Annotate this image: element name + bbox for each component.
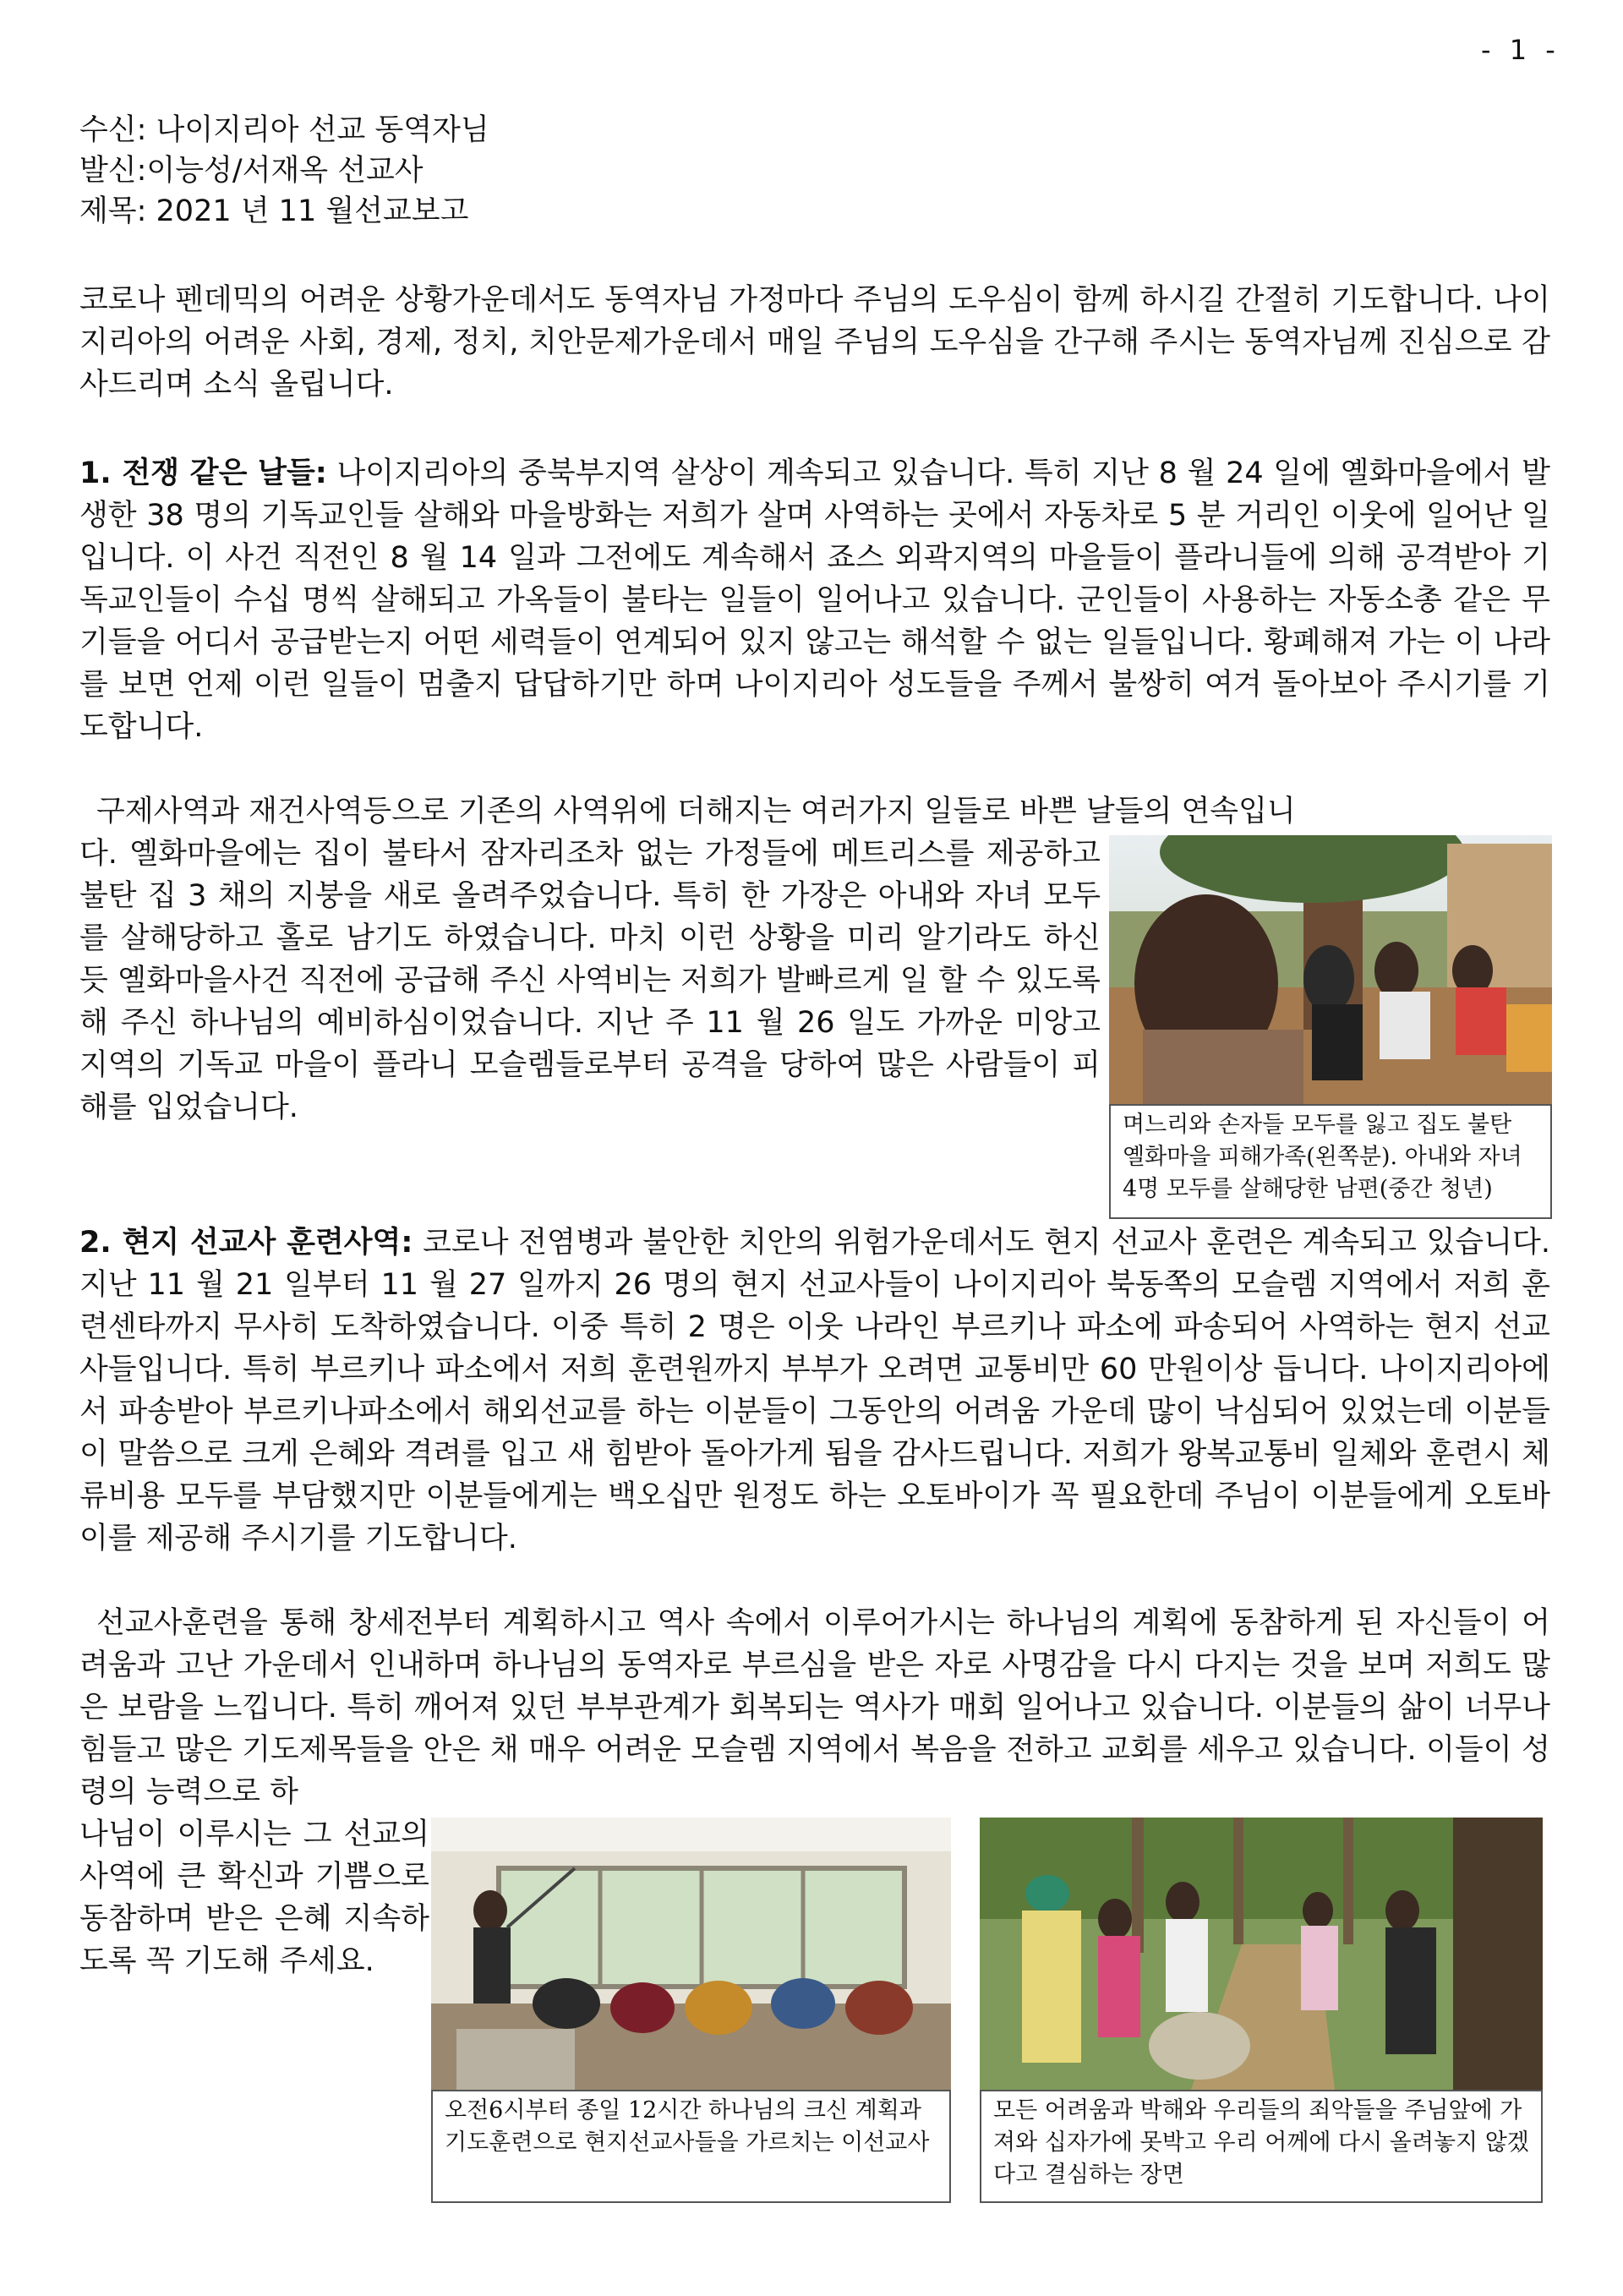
section1-paragraph2-line1: 구제사역과 재건사역등으로 기존의 사역위에 더해지는 여러가지 일들로 바쁜 날들의 연속입니: [96, 795, 1296, 828]
intro-paragraph: 코로나 펜데믹의 어려운 상황가운데서도 동역자님 가정마다 주님의 도우심이 함께 하시길 간절히 기도합니다. 나이지리아의 어려운 사회, 경제, 정치, 치안문제가운데서 매일 주님의 도우심을 간구해 주시는 동역자님께 진심으로 감사드리며 소식 올립니다.: [79, 283, 1550, 402]
section1-paragraph1: [79, 452, 1550, 748]
section1-text1: 나이지리아의 중북부지역 살상이 계속되고 있습니다. 특히 지난 8 월 24 일에 옐화마을에서 발생한 38 명의 기독교인들 살해와 마을방화는 저희가 살며 사역하는 곳에서 자동차로 5 분 거리인 이웃에 일어난 일입니다. 이 사건 직전인 8 월 14 일과 그전에도 계속해서 죠스 외곽지역의 마을들이 플라니들에 의해 공격받아 기독교인들이 수십 명씩 살해되고 가옥들이 불타는 일들이 일어나고 있습니다. 군인들이 사용하는 자동소총 같은 무기들을 어디서 공급받는지 어떤 세력들이 연계되어 있지 않고는 해석할 수 없는 일들입니다. 황폐해져 가는 이 나라를 보면 언제 이런 일들이 멈출지 답답하기만 하며 나이지리아 성도들을 주께서 불쌍히 여겨 돌아보아 주시기를 기도합니다.: [79, 456, 1550, 744]
victims-photo: [1109, 835, 1552, 1104]
training-photo: [431, 1818, 951, 2090]
section2-paragraph2: 선교사훈련을 통해 창세전부터 계획하시고 역사 속에서 이루어가시는 하나님의 계획에 동참하게 된 자신들이 어려움과 고난 가운데서 인내하며 하나님의 동역자로 부르심을 받은 자로 사명감을 다시 다지는 것을 보며 저희도 많은 보람을 느낍니다. 특히 깨어져 있던 부부관계가 회복되는 역사가 매회 일어나고 있습니다. 이분들의 삶이 너무나 힘들고 많은 기도제목들을 안은 채 매우 어려운 모슬렘 지역에서 복음을 전하고 교회를 세우고 있습니다. 이들이 성령의 능력으로 하: [79, 1606, 1550, 1809]
recipient-line: 수신: 나이지리아 선교 동역자님: [79, 113, 489, 147]
section2-paragraph3: 나님이 이루시는 그 선교의 사역에 큰 확신과 기쁨으로 동참하며 받은 은혜 지속하도록 꼭 기도해 주세요.: [79, 1818, 429, 1978]
letter-header: [79, 110, 489, 232]
training-photo-caption: 오전6시부터 종일 12시간 하나님의 크신 계획과 기도훈련으로 현지선교사들을 가르치는 이선교사: [431, 2090, 951, 2203]
section1-paragraph2: 다. 옐화마을에는 집이 불타서 잠자리조차 없는 가정들에 메트리스를 제공하고 불탄 집 3 채의 지붕을 새로 올려주었습니다. 특히 한 가장은 아내와 자녀 모두를 살해당하고 홀로 남기도 하였습니다. 마치 이런 상황을 미리 알기라도 하신 듯 옐화마을사건 직전에 공급해 주신 사역비는 저희가 발빠르게 일 할 수 있도록 해 주신 하나님의 예비하심이었습니다. 지난 주 11 월 26 일도 가까운 미앙고 지역의 기독교 마을이 플라니 모슬렘들로부터 공격을 당하여 많은 사람들이 피해를 입었습니다.: [79, 837, 1101, 1124]
section1-heading: 1. 전쟁 같은 날들:: [79, 456, 327, 490]
section2-heading: 2. 현지 선교사 훈련사역:: [79, 1226, 413, 1260]
victims-photo-caption: 며느리와 손자들 모두를 잃고 집도 불탄 옐화마을 피해가족(왼쪽분). 아내와 자녀 4명 모두를 살해당한 남편(중간 청년): [1109, 1104, 1552, 1219]
subject-line: 제목: 2021 년 11 월선교보고: [79, 194, 469, 228]
section2-text1: 코로나 전염병과 불안한 치안의 위험가운데서도 현지 선교사 훈련은 계속되고 있습니다. 지난 11 월 21 일부터 11 월 27 일까지 26 명의 현지 선교사들이 나이지리아 북동쪽의 모슬렘 지역에서 저희 훈련센타까지 무사히 도착하였습니다. 이중 특히 2 명은 이웃 나라인 부르키나 파소에 파송되어 사역하는 현지 선교사들입니다. 특히 부르키나 파소에서 저희 훈련원까지 부부가 오려면 교통비만 60 만원이상 듭니다. 나이지리아에서 파송받아 부르키나파소에서 해외선교를 하는 이분들이 그동안의 어려움 가운데 많이 낙심되어 있었는데 이분들이 말씀으로 크게 은혜와 격려를 입고 새 힘받아 돌아가게 됨을 감사드립니다. 저희가 왕복교통비 일체와 훈련시 체류비용 모두를 부담했지만 이분들에게는 백오십만 원정도 하는 오토바이가 꼭 필요한데 주님이 이분들에게 오토바이를 제공해 주시기를 기도합니다.: [79, 1226, 1550, 1555]
page-number: - 1 -: [1481, 34, 1560, 66]
sender-line: 발신:이능성/서재옥 선교사: [79, 154, 424, 188]
cross-ceremony-photo: [980, 1818, 1543, 2090]
cross-ceremony-photo-caption: 모든 어려움과 박해와 우리들의 죄악들을 주님앞에 가져와 십자가에 못박고 우리 어께에 다시 올려놓지 않겠다고 결심하는 장면: [980, 2090, 1543, 2203]
training-photo-image: [431, 1818, 951, 2090]
section2-paragraph1: [79, 1222, 1550, 1560]
cross-ceremony-photo-image: [980, 1818, 1543, 2090]
victims-photo-image: [1109, 835, 1552, 1104]
